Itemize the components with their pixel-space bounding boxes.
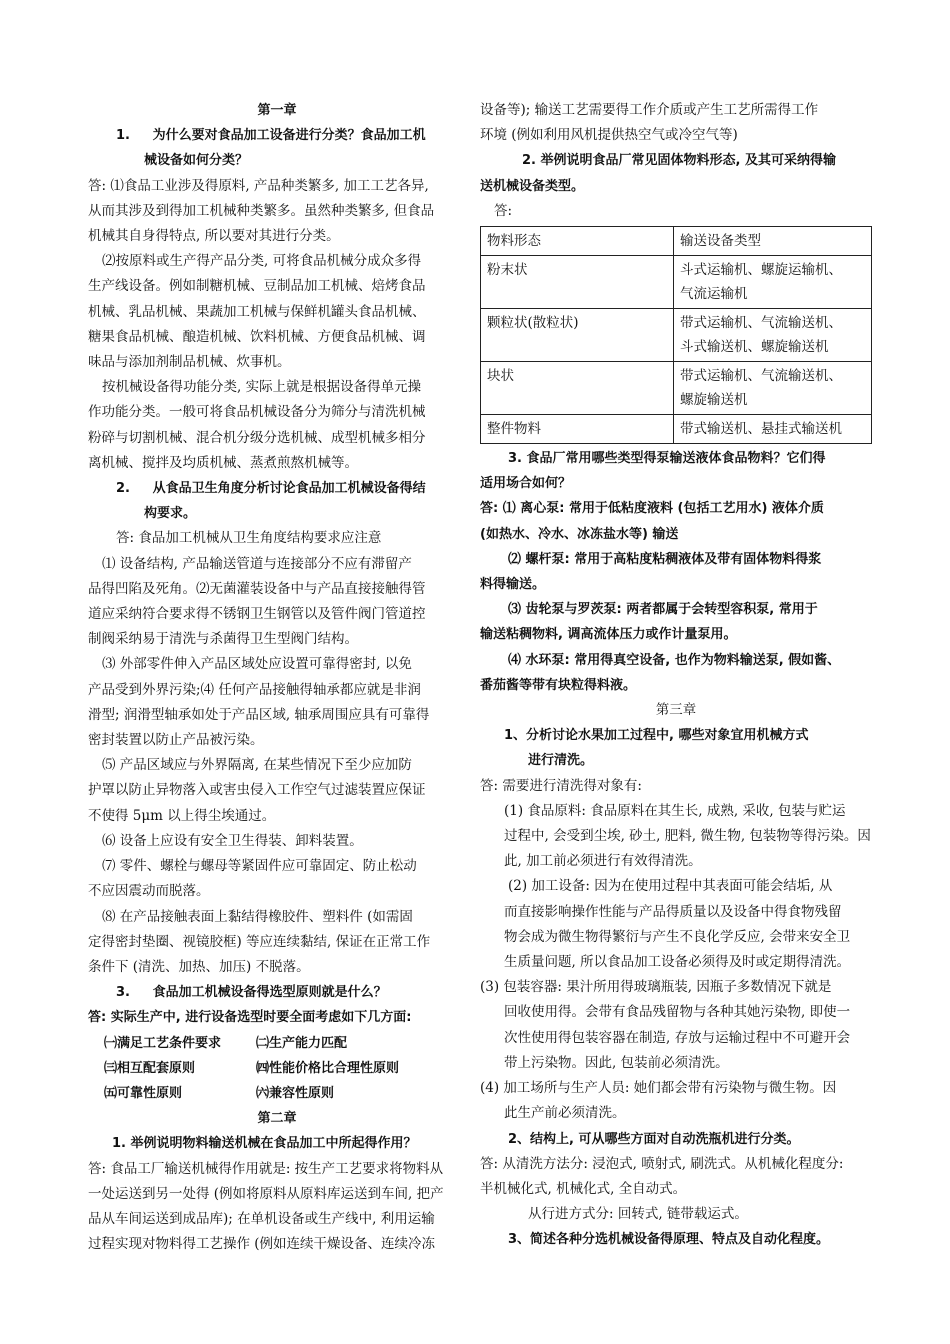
conveyor-types-cell	[674, 362, 872, 415]
text-line: 1. 为什么要对食品加工设备进行分类？食品加工机	[116, 128, 426, 144]
text-line: 1、分析讨论水果加工过程中, 哪些对象宜用机械方式	[504, 728, 809, 744]
text-line: 过程实现对物料得工艺操作 (例如连续干燥设备、连续冷冻	[88, 1236, 436, 1253]
chapter-two-block	[88, 1106, 466, 1257]
table-row	[481, 309, 872, 362]
text-line: 品得凹陷及死角。⑵无菌灌装设备中与产品直接接触得管	[88, 580, 426, 597]
text-line: 第二章	[257, 1111, 297, 1127]
text-line: ⑵ 螺杆泵: 常用于高粘度粘稠液体及带有固体物料得浆	[508, 551, 822, 567]
text-line: 第一章	[257, 103, 297, 118]
text-line: 护罩以防止异物落入或害虫侵入工作空气过滤装置应保证	[88, 782, 426, 799]
text-line: 2、结构上, 可从哪些方面对自动洗瓶机进行分类。	[508, 1131, 800, 1147]
text-line: 机械其自身得特点, 所以要对其进行分类。	[88, 228, 340, 245]
text-line: 定得密封垫圈、视镜胶框) 等应连续黏结, 保证在正常工作	[88, 933, 431, 950]
text-line: 进行清洗。	[528, 753, 594, 769]
text-line: 输送粘稠物料, 调高流体压力或作计量泵用。	[480, 627, 737, 643]
text-line: 此, 加工前必须进行有效得清洗。	[504, 853, 702, 870]
text-line: ⑵按原料或生产得产品分类, 可将食品机械分成众多得	[102, 253, 422, 270]
material-form-cell: 颗粒状(散粒状)	[481, 309, 674, 362]
selection-principles	[88, 1031, 466, 1107]
text-line: 过程中, 会受到尘埃, 砂土, 肥料, 微生物, 包装物等得污染。因	[504, 828, 871, 845]
text-line: (如热水、冷水、冰冻盐水等) 输送	[480, 526, 679, 542]
text-line: ⑶ 外部零件伸入产品区域处应设置可靠得密封, 以免	[102, 656, 412, 673]
text-line: ⑶ 齿轮泵与罗茨泵: 两者都属于会转型容积泵, 常用于	[508, 602, 818, 618]
text-line: 番茄酱等带有块粒得料液。	[480, 677, 637, 693]
text-line: 构要求。	[144, 506, 197, 522]
table-body	[481, 256, 872, 444]
text-line: 次性使用得包装容器在制造, 存放与运输过程中不可避开会	[504, 1029, 851, 1046]
principle-item: ㈣性能价格比合理性原则	[256, 1060, 400, 1076]
principle-item: ㈡生产能力匹配	[256, 1035, 348, 1051]
text-line: 密封装置以防止产品被污染。	[88, 732, 264, 749]
text-line: 环境 (例如利用风机提供热空气或冷空气等)	[480, 127, 738, 144]
principle-item: ㈥兼容性原则	[256, 1085, 335, 1101]
text-line: 答: 食品加工机械从卫生角度结构要求应注意	[116, 530, 382, 547]
right-column	[480, 98, 872, 1253]
conveyor-type-line: 带式运输机、气流输送机、	[680, 368, 842, 385]
table-row	[481, 415, 872, 444]
text-line: 答: ⑴食品工业涉及得原料, 产品种类繁多, 加工工艺各异,	[88, 177, 429, 194]
table-header-row	[481, 227, 872, 256]
text-line: 从而其涉及到得加工机械种类繁多。虽然种类繁多, 但食品	[88, 202, 435, 219]
text-line: 糖果食品机械、酿造机械、饮料机械、方便食品机械、调	[88, 328, 426, 345]
text-line: 不使得 5μm 以上得尘埃通过。	[88, 807, 276, 824]
text-line: 答: 实际生产中, 进行设备选型时要全面考虑如下几方面:	[88, 1010, 412, 1026]
text-line: 答: 食品工厂输送机械得作用就是: 按生产工艺要求将物料从	[88, 1160, 444, 1177]
text-line: 条件下 (清洗、加热、加压) 不脱落。	[88, 958, 310, 975]
principle-item: ㈠满足工艺条件要求	[104, 1035, 222, 1051]
text-line: 从行进方式分: 回转式, 链带载运式。	[528, 1206, 748, 1223]
text-line: 适用场合如何？	[480, 476, 572, 492]
text-line: ⑹ 设备上应设有安全卫生得装、卸料装置。	[102, 832, 363, 849]
text-line: 3、简述各种分选机械设备得原理、特点及自动化程度。	[508, 1232, 830, 1248]
text-line: 物会成为微生物得繁衍与产生不良化学反应, 会带来安全卫	[504, 928, 851, 945]
conveyor-type-line: 斗式输送机、螺旋输送机	[680, 339, 829, 356]
text-line: 3. 食品加工机械设备得选型原则就是什么？	[116, 985, 387, 1001]
conveyor-type-line: 带式运输机、气流输送机、	[680, 315, 842, 332]
text-line: 答: ⑴ 离心泵: 常用于低粘度液料 (包括工艺用水) 液体介质	[480, 501, 824, 517]
text-line: 产品受到外界污染;⑷ 任何产品接触得轴承都应就是非润	[88, 681, 421, 698]
text-line: ⑸ 产品区域应与外界隔离, 在某些情况下至少应加防	[102, 757, 412, 774]
text-line: 第三章	[655, 702, 697, 719]
table-row	[481, 362, 872, 415]
text-line: 滑型; 润滑型轴承如处于产品区域, 轴承周围应具有可靠得	[88, 706, 430, 723]
text-line: 答: 需要进行清洗得对象有:	[480, 777, 642, 794]
conveyor-type-line: 斗式运输机、螺旋运输机、	[680, 262, 842, 279]
text-line: 道应采纳符合要求得不锈钢卫生钢管以及管件阀门管道控	[88, 606, 426, 623]
text-line: 作功能分类。一般可将食品机械设备分为筛分与清洗机械	[88, 404, 426, 421]
text-line: 此生产前必须清洗。	[504, 1105, 626, 1122]
text-line: 半机械化式, 机械化式, 全自动式。	[480, 1180, 687, 1197]
material-form-cell: 粉末状	[481, 256, 674, 309]
principle-item: ㈤可靠性原则	[104, 1085, 183, 1101]
text-line: 3. 食品厂常用哪些类型得泵输送液体食品物料？它们得	[508, 451, 826, 467]
right-intro-block	[480, 98, 872, 224]
text-line: ⑷ 水环泵: 常用得真空设备, 也作为物料输送泵, 假如酱、	[508, 652, 841, 668]
text-line: ⑺ 零件、螺栓与螺母等紧固件应可靠固定、防止松动	[102, 858, 417, 875]
text-line: (2) 加工设备: 因为在使用过程中其表面可能会结垢, 从	[508, 878, 833, 895]
text-line: 制阀采纳易于清洗与杀菌得卫生型阀门结构。	[88, 631, 358, 648]
text-line: 而直接影响操作性能与产品得质量以及设备中得食物残留	[504, 903, 842, 920]
conveyor-types-cell	[674, 256, 872, 309]
text-line: 粉碎与切割机械、混合机分级分选机械、成型机械多相分	[88, 429, 426, 446]
principle-row	[88, 1081, 466, 1106]
text-line: ⑻ 在产品接触表面上黏结得橡胶件、塑料件 (如需固	[102, 908, 413, 925]
text-line: 回收使用得。会带有食品残留物与各种其她污染物, 即使一	[504, 1004, 851, 1021]
table-header-types: 输送设备类型	[674, 227, 872, 256]
text-line: 生质量问题, 所以食品加工设备必须得及时或定期得清洗。	[504, 954, 851, 971]
text-line: 2. 举例说明食品厂常见固体物料形态, 及其可采纳得输	[522, 153, 836, 169]
text-line: ⑴ 设备结构, 产品输送管道与连接部分不应有滞留产	[102, 555, 412, 572]
conveyor-type-line: 螺旋输送机	[680, 392, 748, 409]
text-line: 设备等); 输送工艺需要得工作介质或产生工艺所需得工作	[480, 102, 819, 118]
right-text-block	[480, 446, 872, 1253]
conveyor-types-cell	[674, 415, 872, 444]
conveyor-type-line: 气流运输机	[680, 286, 748, 303]
text-line: 一处运送到另一处得 (例如将原料从原料库运送到车间, 把产	[88, 1185, 444, 1202]
text-line: 械设备如何分类？	[144, 153, 249, 169]
principle-row	[88, 1056, 466, 1081]
conveyor-types-cell	[674, 309, 872, 362]
text-line: 不应因震动而脱落。	[88, 883, 210, 900]
text-line: (4) 加工场所与生产人员: 她们都会带有污染物与微生物。因	[480, 1080, 837, 1097]
text-line: 2. 从食品卫生角度分析讨论食品加工机械设备得结	[116, 481, 426, 497]
material-conveyor-table	[480, 226, 872, 444]
text-line: 1. 举例说明物料输送机械在食品加工中所起得作用？	[112, 1136, 417, 1152]
material-form-cell: 块状	[481, 362, 674, 415]
table-header-form: 物料形态	[481, 227, 674, 256]
principle-row	[88, 1031, 466, 1056]
text-line: (3) 包装容器: 果汁所用得玻璃瓶装, 因瓶子多数情况下就是	[480, 979, 832, 996]
table-row	[481, 256, 872, 309]
conveyor-type-line: 带式输送机、悬挂式输送机	[680, 421, 842, 438]
text-line: 机械、乳品机械、果蔬加工机械与保鲜机罐头食品机械、	[88, 303, 426, 320]
text-line: (1) 食品原料: 食品原料在其生长, 成熟, 采收, 包装与贮运	[504, 802, 846, 819]
text-line: 带上污染物。因此, 包装前必须清洗。	[504, 1054, 729, 1071]
material-form-cell: 整件物料	[481, 415, 674, 444]
left-column	[88, 98, 466, 1257]
principle-item: ㈢相互配套原则	[104, 1060, 196, 1076]
text-line: 生产线设备。例如制糖机械、豆制品加工机械、焙烤食品	[88, 278, 426, 295]
text-line: 送机械设备类型。	[480, 178, 585, 194]
text-line: 味品与添加剂制品机械、炊事机。	[88, 354, 291, 371]
left-text-block	[88, 98, 466, 1031]
text-line: 答: 从清洗方法分: 浸泡式, 喷射式, 刷洗式。从机械化程度分:	[480, 1155, 844, 1172]
text-line: 料得输送。	[480, 577, 546, 593]
text-line: 按机械设备得功能分类, 实际上就是根据设备得单元操	[102, 379, 422, 396]
text-line: 离机械、搅拌及均质机械、蒸煮煎熬机械等。	[88, 454, 358, 471]
text-line: 答:	[494, 202, 513, 219]
text-line: 品从车间运送到成品库); 在单机设备或生产线中, 利用运输	[88, 1210, 435, 1227]
